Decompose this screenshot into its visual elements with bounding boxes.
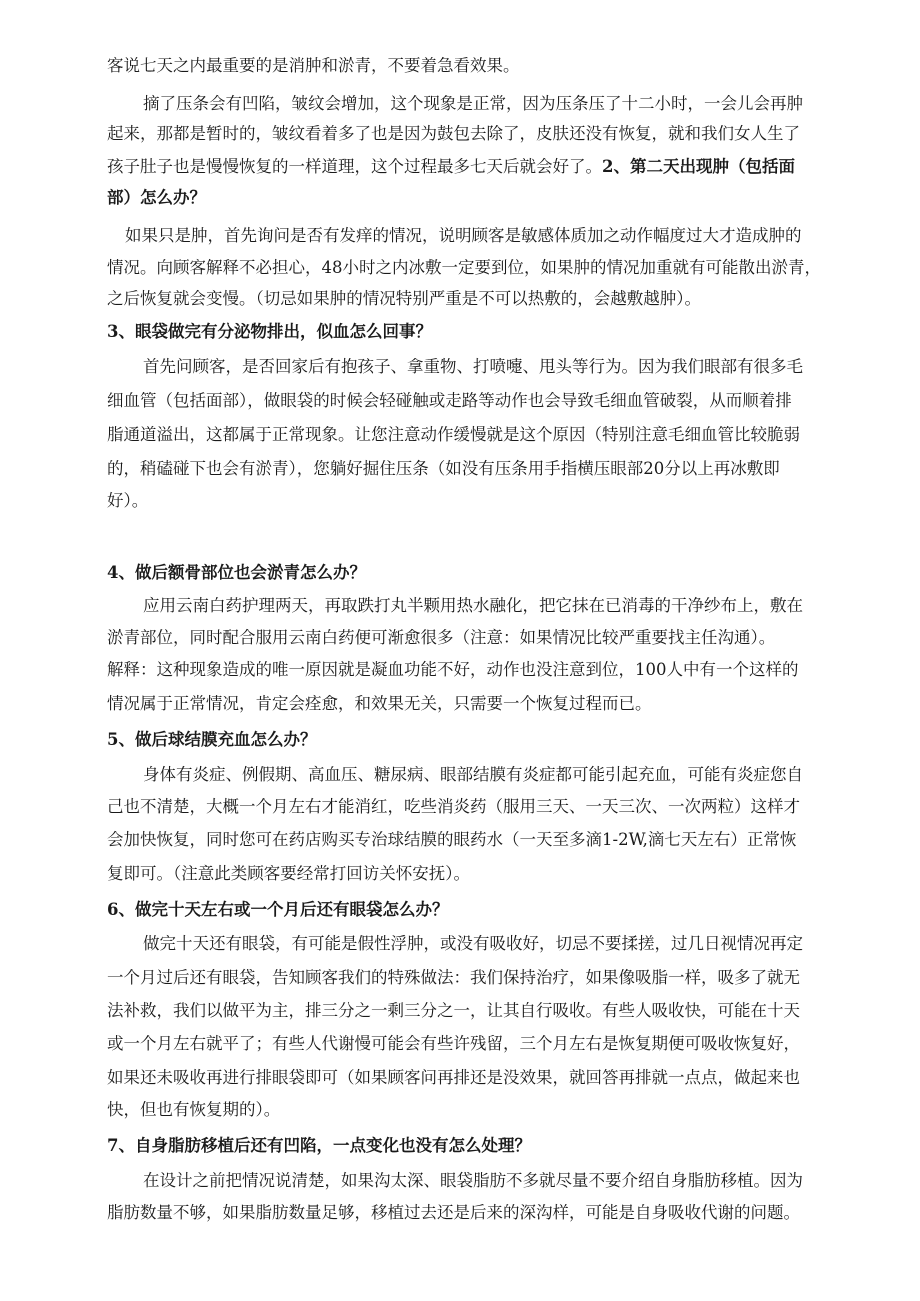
paragraph-line: 如果只是肿，首先询问是否有发痒的情况，说明顾客是敏感体质加之动作幅度过大才造成肿的 bbox=[125, 226, 802, 245]
section-heading-7: 7、自身脂肪移植后还有凹陷，一点变化也没有怎么处理？ bbox=[107, 1136, 531, 1155]
paragraph-line: 会加快恢复，同时您可在药店购买专治球结膜的眼药水（一天至多滴1-2W,滴七天左右）正常恢 bbox=[107, 830, 797, 849]
paragraph-line: 在设计之前把情况说清楚，如果沟太深、眼袋脂肪不多就尽量不要介绍自身脂肪移植。因为 bbox=[143, 1171, 803, 1190]
paragraph-text: 孩子肚子也是慢慢恢复的一样道理，这个过程最多七天后就会好了。 bbox=[107, 157, 602, 176]
paragraph-line: 摘了压条会有凹陷，皱纹会增加，这个现象是正常，因为压条压了十二小时，一会儿会再肿 bbox=[143, 94, 803, 113]
paragraph-line: 好）。 bbox=[107, 491, 149, 510]
paragraph-line: 快，但也有恢复期的）。 bbox=[107, 1100, 281, 1119]
section-heading-6: 6、做完十天左右或一个月后还有眼袋怎么办？ bbox=[107, 900, 449, 919]
paragraph-line: 己也不清楚，大概一个月左右才能消红，吃些消炎药（服用三天、一天三次、一次两粒）这样才 bbox=[107, 797, 800, 816]
paragraph-line: 首先问顾客，是否回家后有抱孩子、拿重物、打喷嚏、甩头等行为。因为我们眼部有很多毛 bbox=[143, 357, 803, 376]
paragraph-line: 脂通道溢出，这都属于正常现象。让您注意动作缓慢就是这个原因（特别注意毛细血管比较脆弱 bbox=[107, 425, 800, 444]
paragraph-line: 应用云南白药护理两天，再取跌打丸半颗用热水融化，把它抹在已消毒的干净纱布上，敷在 bbox=[143, 596, 803, 615]
paragraph-line: 法补救，我们以做平为主，排三分之一剩三分之一，让其自行吸收。有些人吸收快，可能在十天 bbox=[107, 1001, 800, 1020]
paragraph-line: 如果还未吸收再进行排眼袋即可（如果顾客问再排还是没效果，就回答再排就一点点，做起来也 bbox=[107, 1068, 800, 1087]
paragraph-line: 之后恢复就会变慢。（切忌如果肿的情况特别严重是不可以热敷的，会越敷越肿）。 bbox=[107, 289, 701, 308]
paragraph-line: 做完十天还有眼袋，有可能是假性浮肿，或没有吸收好，切忌不要揉搓，过几日视情况再定 bbox=[143, 934, 803, 953]
paragraph-line: 起来，那都是暂时的，皱纹看着多了也是因为鼓包去除了，皮肤还没有恢复，就和我们女人生了 bbox=[107, 124, 800, 143]
paragraph-line: 淤青部位，同时配合服用云南白药便可渐愈很多（注意：如果情况比较严重要找主任沟通）。 bbox=[107, 628, 776, 647]
paragraph-line: 身体有炎症、例假期、高血压、糖尿病、眼部结膜有炎症都可能引起充血，可能有炎症您自 bbox=[143, 765, 803, 784]
paragraph-line: 复即可。（注意此类顾客要经常打回访关怀安抚）。 bbox=[107, 864, 470, 883]
paragraph-line: 脂肪数量不够，如果脂肪数量足够，移植过去还是后来的深沟样，可能是自身吸收代谢的问题。 bbox=[107, 1203, 800, 1222]
paragraph-line: 的，稍磕碰下也会有淤青），您躺好掘住压条（如没有压条用手指横压眼部20分以上再冰敷即 bbox=[107, 459, 780, 478]
section-heading-5: 5、做后球结膜充血怎么办？ bbox=[107, 730, 317, 749]
paragraph-line: 情况。向顾客解释不必担心，48小时之内冰敷一定要到位，如果肿的情况加重就有可能散出淤青， bbox=[107, 258, 821, 277]
section-heading-2: 2、第二天出现肿（包括面 bbox=[602, 157, 795, 176]
section-heading-3: 3、眼袋做完有分泌物排出，似血怎么回事？ bbox=[107, 322, 432, 341]
paragraph-line: 或一个月左右就平了；有些人代谢慢可能会有些许残留，三个月左右是恢复期便可吸收恢复好， bbox=[107, 1034, 800, 1053]
paragraph-line: 细血管（包括面部），做眼袋的时候会轻碰触或走路等动作也会导致毛细血管破裂，从而顺着排 bbox=[107, 391, 792, 410]
section-heading-2-cont: 部）怎么办？ bbox=[107, 188, 206, 207]
section-heading-4: 4、做后额骨部位也会淤青怎么办？ bbox=[107, 563, 366, 582]
paragraph-line: 一个月过后还有眼袋，告知顾客我们的特殊做法：我们保持治疗，如果像吸脂一样，吸多了就无 bbox=[107, 968, 800, 987]
paragraph-line: 情况属于正常情况，肯定会痊愈，和效果无关，只需要一个恢复过程而已。 bbox=[107, 694, 652, 713]
paragraph-line: 客说七天之内最重要的是消肿和淤青，不要着急看效果。 bbox=[107, 56, 520, 75]
paragraph-line: 解释：这种现象造成的唯一原因就是凝血功能不好，动作也没注意到位，100人中有一个这样的 bbox=[107, 660, 799, 679]
paragraph-line bbox=[107, 157, 795, 179]
